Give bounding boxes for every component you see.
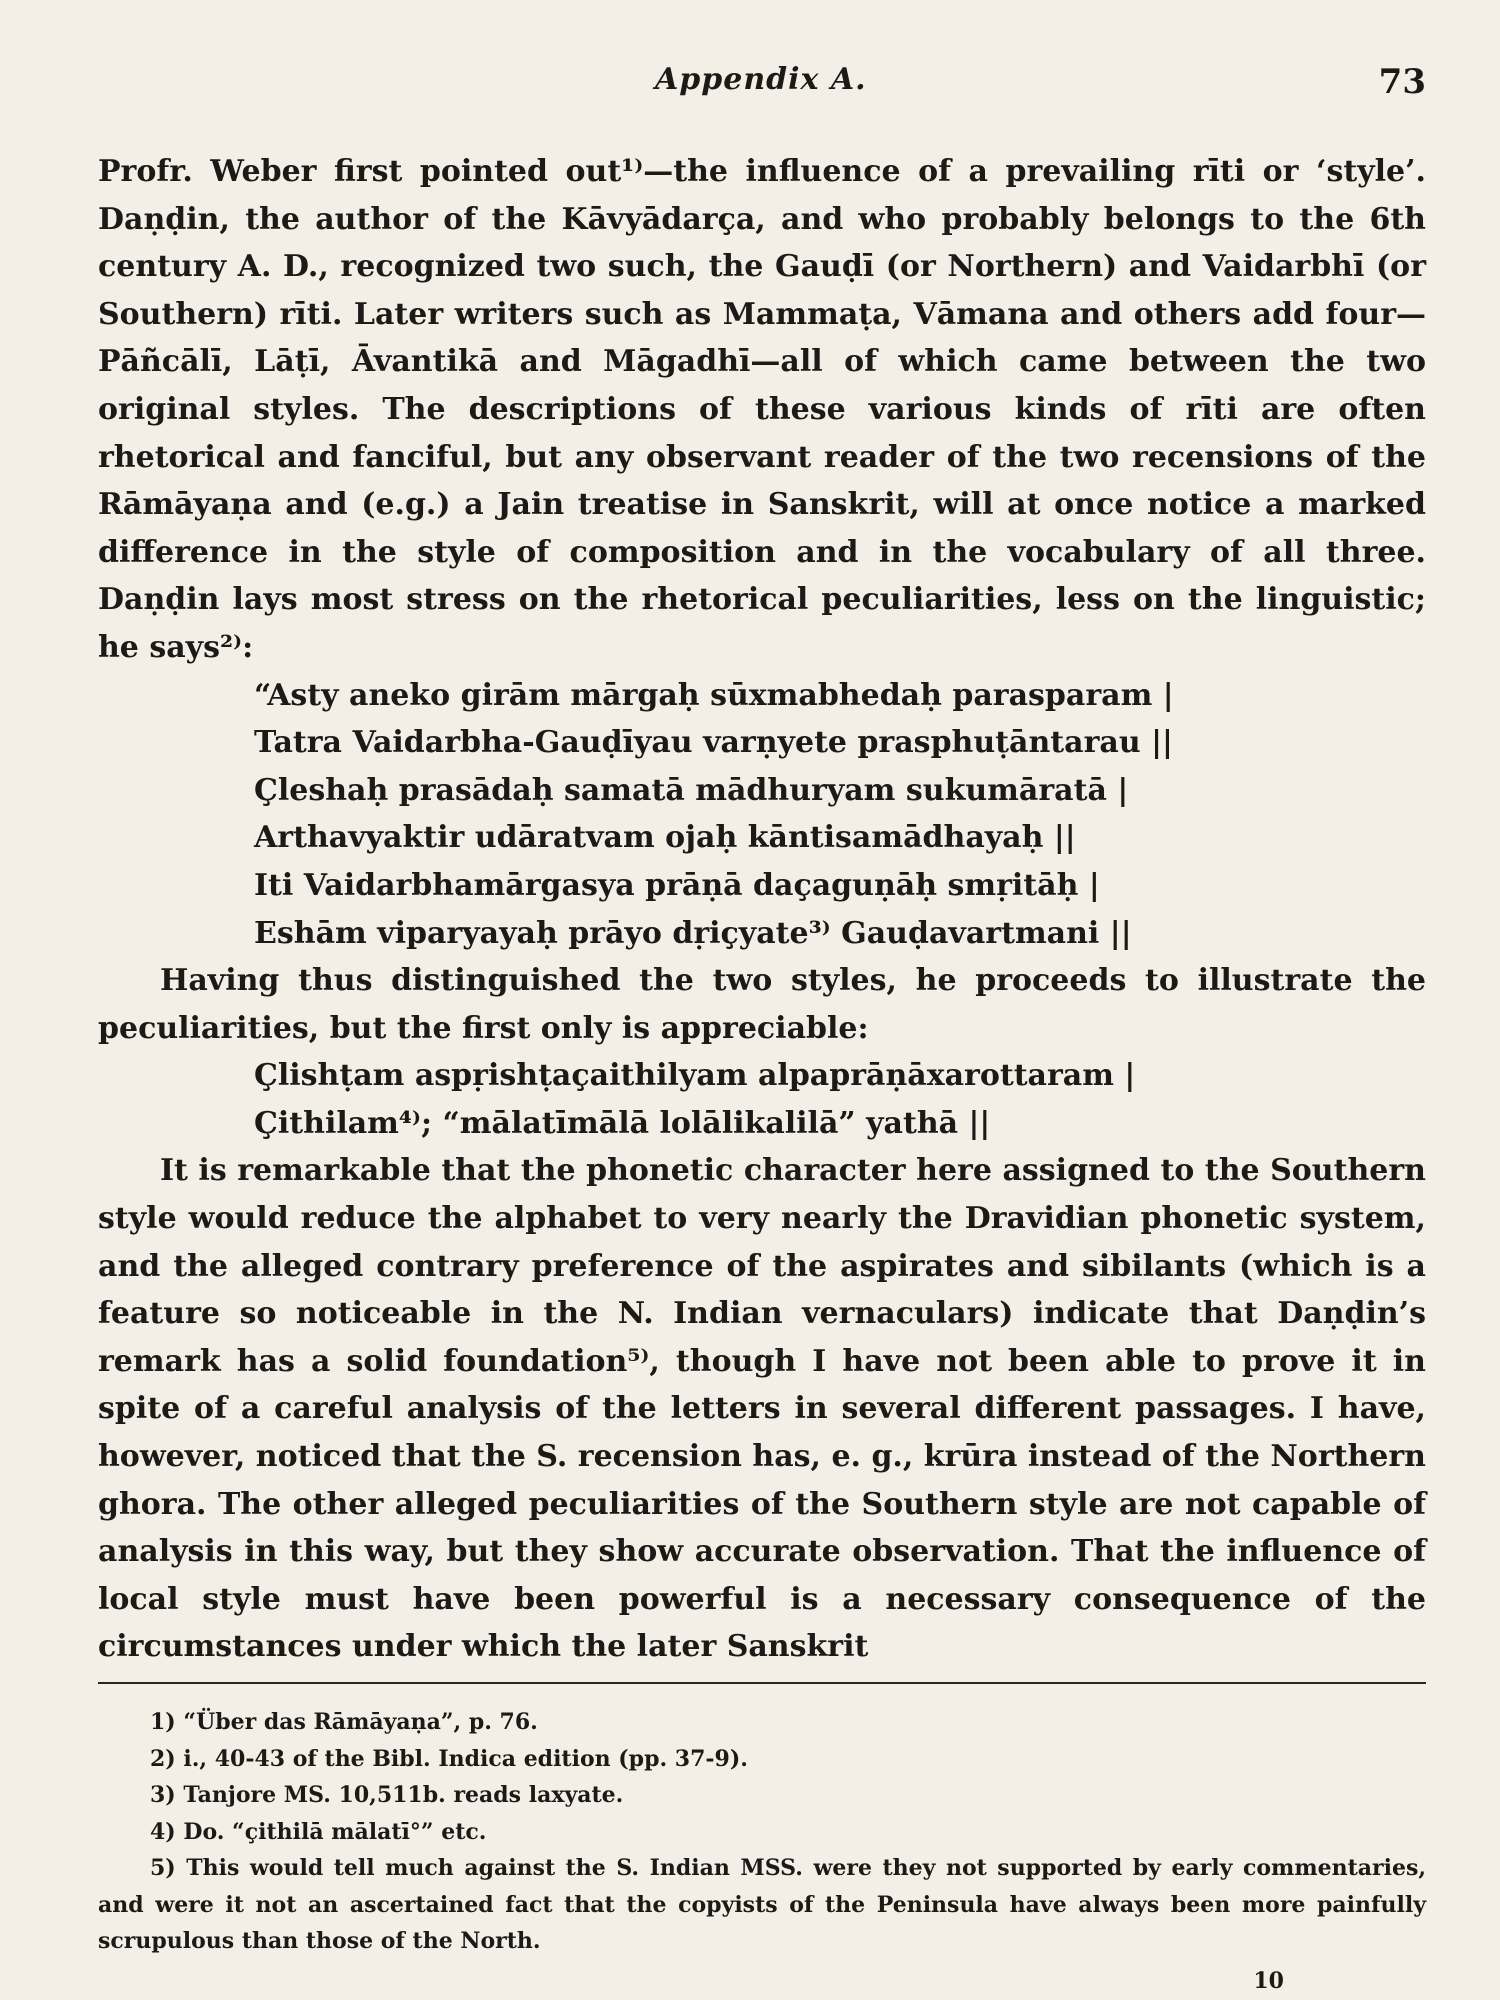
- verse-line: Eshām viparyayaḥ prāyo dṛiçyate³⁾ Gauḍavartmani ||: [254, 915, 1132, 951]
- verse-block-2: [98, 1052, 1426, 1147]
- footnote-5: 5) This would tell much against the S. Indian MSS. were they not supported by early commentaries, and were it not an ascertained fact that the copyists of the Peninsula have always been more painfully scrupulous than those of the North.: [98, 1855, 1426, 1954]
- verse-line: Iti Vaidarbhamārgasya prāṇā daçaguṇāḥ smṛitāḥ |: [254, 867, 1100, 903]
- paragraph-2: Having thus distinguished the two styles, he proceeds to illustrate the peculiarities, but the first only is appreciable:: [98, 963, 1426, 1046]
- footnote-1: 1) “Über das Rāmāyaṇa”, p. 76.: [150, 1709, 538, 1735]
- running-head: Appendix A.: [655, 62, 867, 97]
- footnote-3: 3) Tanjore MS. 10,511b. reads laxyate.: [150, 1782, 624, 1808]
- verse-line: Arthavyaktir udāratvam ojaḥ kāntisamādhayaḥ ||: [254, 820, 1076, 856]
- signature-mark: 10: [1253, 1968, 1284, 1994]
- verse-line: Çithilam⁴⁾; “mālatīmālā lolālikalilā” yathā ||: [254, 1105, 991, 1141]
- paragraph-3: It is remarkable that the phonetic character here assigned to the Southern style would reduce the alphabet to very nearly the Dravidian phonetic system, and the alleged contrary preference of the aspirates and sibilants (which is a feature so noticeable in the N. Indian vernaculars) indicate that Daṇḍin’s remark has a solid foundation⁵⁾, though I have not been able to prove it in spite of a careful analysis of the letters in several different passages. I have, however, noticed that the S. recension has, e. g., krūra instead of the Northern ghora. The other alleged peculiarities of the Southern style are not capable of analysis in this way, but they show accurate observation. That the influence of local style must have been powerful is a necessary consequence of the circumstances under which the later Sanskrit: [98, 1153, 1426, 1665]
- page-header: [0, 62, 1500, 112]
- verse-line: Çlishṭam aspṛishṭaçaithilyam alpaprāṇāxarottaram |: [254, 1058, 1136, 1094]
- verse-line: Tatra Vaidarbha-Gauḍīyau varṇyete prasphuṭāntarau ||: [254, 725, 1173, 761]
- body-text: [98, 148, 1426, 1671]
- verse-line: “Asty aneko girām mārgaḥ sūxmabhedaḥ parasparam |: [254, 677, 1174, 713]
- footnote-2: 2) i., 40-43 of the Bibl. Indica edition (pp. 37-9).: [150, 1745, 748, 1772]
- footnote-rule: [98, 1682, 1426, 1684]
- verse-block-1: [98, 672, 1426, 958]
- verse-line: Çleshaḥ prasādaḥ samatā mādhuryam sukumāratā |: [254, 772, 1129, 808]
- page-number: 73: [1378, 62, 1426, 102]
- footnote-4: 4) Do. “çithilā mālatī°” etc.: [150, 1818, 487, 1845]
- footnotes: [98, 1704, 1426, 1960]
- paragraph-1: Profr. Weber first pointed out¹⁾—the influence of a prevailing rīti or ‘style’. Daṇḍin, the author of the Kāvyādarça, and who probably belongs to the 6th century A. D., recognized two such, the Gauḍī (or Northern) and Vaidarbhī (or Southern) rīti. Later writers such as Mammaṭa, Vāmana and others add four—Pāñcālī, Lāṭī, Āvantikā and Māgadhī—all of which came between the two original styles. The descriptions of these various kinds of rīti are often rhetorical and fanciful, but any observant reader of the two recensions of the Rāmāyaṇa and (e.g.) a Jain treatise in Sanskrit, will at once notice a marked difference in the style of composition and in the vocabulary of all three. Daṇḍin lays most stress on the rhetorical peculiarities, less on the linguistic; he says²⁾:: [98, 154, 1426, 665]
